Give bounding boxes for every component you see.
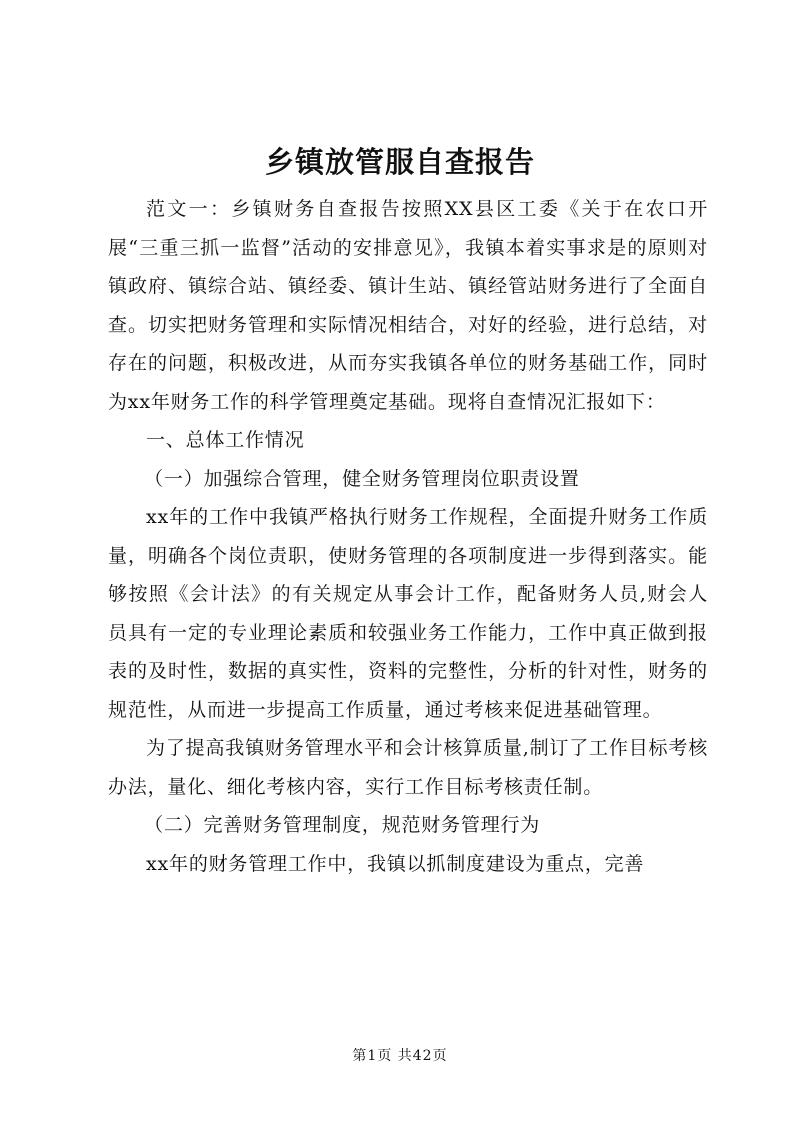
document-body — [108, 190, 708, 883]
paragraph-intro: 范文一：乡镇财务自查报告按照XX县区工委《关于在农口开展“三重三抓一监督”活动的安排意见》，我镇本着实事求是的原则对镇政府、镇综合站、镇经委、镇计生站、镇经管站财务进行了全面自查。切实把财务管理和实际情况相结合，对好的经验，进行总结，对存在的问题，积极改进，从而夯实我镇各单位的财务基础工作，同时为xx年财务工作的科学管理奠定基础。现将自查情况汇报如下： — [108, 198, 708, 413]
paragraph-system-building: xx年的财务管理工作中，我镇以抓制度建设为重点，完善 — [146, 852, 645, 875]
paragraph-assessment: 为了提高我镇财务管理水平和会计核算质量,制订了工作目标考核办法，量化、细化考核内容，实行工作目标考核责任制。 — [108, 737, 708, 798]
page-number-footer: 第1页 共42页 — [352, 1048, 448, 1064]
paragraph-work-quality: xx年的工作中我镇严格执行财务工作规程，全面提升财务工作质量，明确各个岗位责职，使财务管理的各项制度进一步得到落实。能够按照《会计法》的有关规定从事会计工作，配备财务人员,财会人员具有一定的专业理论素质和较强业务工作能力，工作中真正做到报表的及时性，数据的真实性，资料的完整性，分析的针对性，财务的规范性，从而进一步提高工作质量，通过考核来促进基础管理。 — [108, 506, 708, 721]
subsection-heading-1: （一）加强综合管理，健全财务管理岗位职责设置 — [144, 467, 580, 490]
subsection-heading-2: （二）完善财务管理制度，规范财务管理行为 — [144, 814, 541, 836]
section-heading-overall: 一、总体工作情况 — [146, 429, 305, 451]
document-title: 乡镇放管服自查报告 — [264, 145, 535, 179]
